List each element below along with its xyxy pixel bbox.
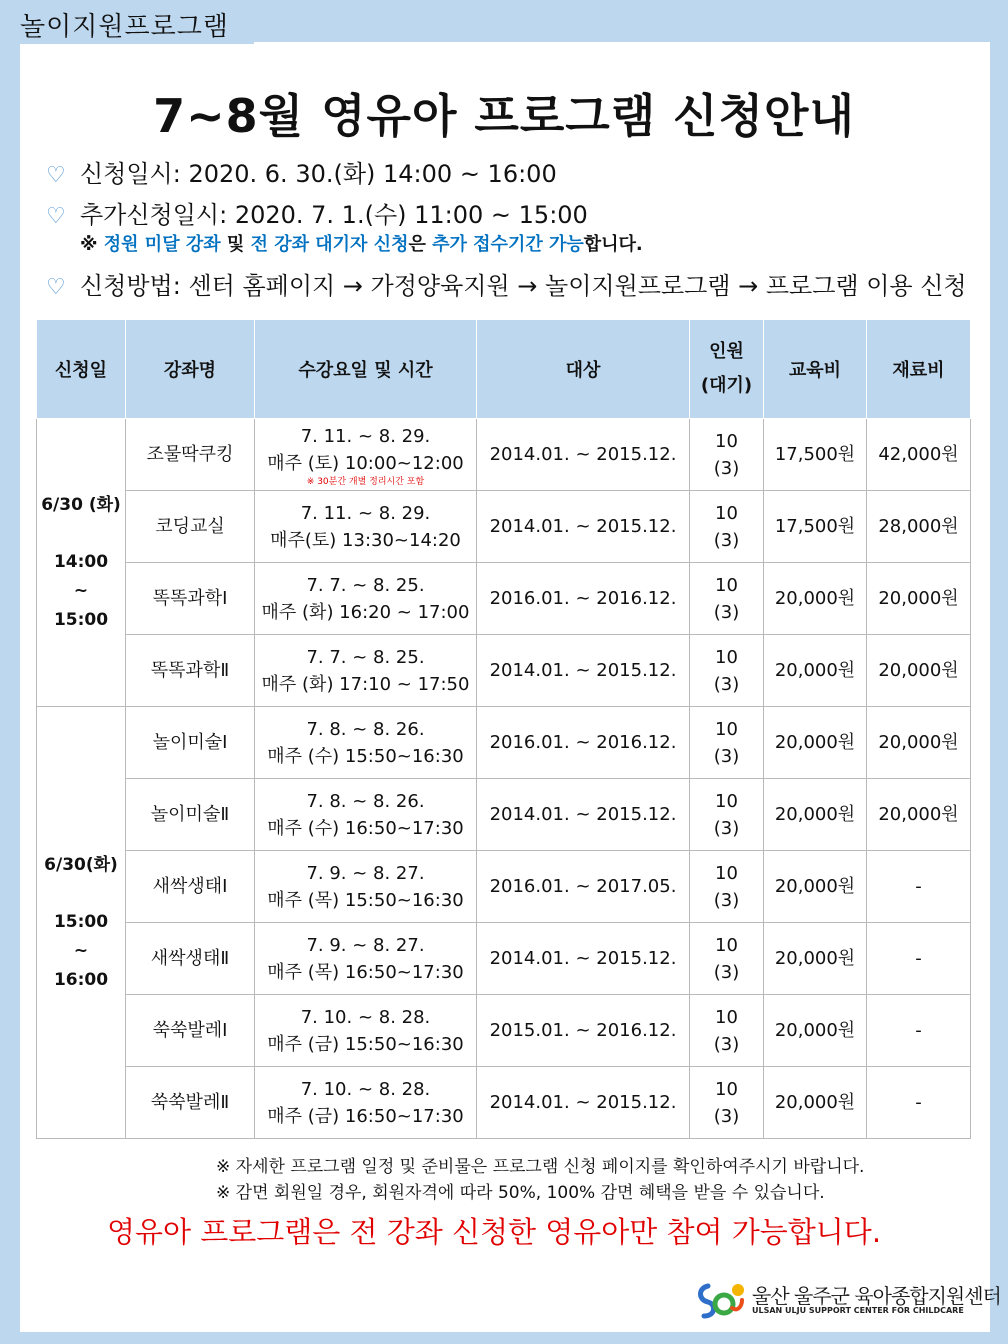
capacity-value: 10: [715, 646, 738, 668]
waitlist-value: (3): [713, 889, 740, 911]
apply-method-text: 신청방법: 센터 홈페이지 → 가정양육지원 → 놀이지원프로그램 → 프로그램 이용 신청: [80, 272, 967, 300]
note-and: 및: [220, 234, 251, 255]
capacity-value: 10: [715, 574, 738, 596]
capacity-value: 10: [715, 718, 738, 740]
apply-time-text: 신청일시: 2020. 6. 30.(화) 14:00 ~ 16:00: [80, 160, 557, 188]
material-fee-cell: 28,000원: [867, 491, 971, 563]
capacity-cell: [690, 779, 764, 851]
center-logo: [694, 1276, 1001, 1326]
schedule-period: 7. 8. ~ 8. 26.: [306, 718, 425, 740]
header-date: 신청일: [37, 320, 126, 419]
material-fee-cell: 20,000원: [867, 635, 971, 707]
note-part2: 전 강좌 대기자 신청: [250, 234, 409, 255]
material-fee-cell: -: [867, 923, 971, 995]
course-name-cell: 똑똑과학Ⅰ: [126, 563, 255, 635]
capacity-value: 10: [715, 1078, 738, 1100]
note-part3: 추가 접수기간 가능: [432, 234, 584, 255]
signup-date-line3: ~: [73, 940, 89, 961]
signup-date-line4: 15:00: [53, 609, 109, 630]
waitlist-value: (3): [713, 529, 740, 551]
fee-cell: 20,000원: [764, 851, 867, 923]
extra-time-line: [46, 195, 588, 230]
schedule-period: 7. 9. ~ 8. 27.: [306, 862, 425, 884]
schedule-cell: [255, 635, 477, 707]
schedule-period: 7. 7. ~ 8. 25.: [306, 574, 425, 596]
target-cell: 2014.01. ~ 2015.12.: [477, 779, 690, 851]
capacity-cell: [690, 995, 764, 1067]
waitlist-value: (3): [713, 817, 740, 839]
table-row: [37, 563, 971, 635]
capacity-value: 10: [715, 862, 738, 884]
footnote-2: ※ 감면 회원일 경우, 회원자격에 따라 50%, 100% 감면 혜택을 받을 수 있습니다.: [216, 1183, 825, 1203]
course-name-cell: 조물딱쿠킹: [126, 419, 255, 491]
fee-cell: 20,000원: [764, 779, 867, 851]
capacity-cell: [690, 491, 764, 563]
capacity-value: 10: [715, 502, 738, 524]
schedule-sub-note: ※ 30분간 개별 정리시간 포함: [306, 476, 425, 487]
schedule-time: 매주 (토) 10:00~12:00: [267, 452, 464, 474]
table-row: [37, 995, 971, 1067]
capacity-value: 10: [715, 934, 738, 956]
waitlist-value: (3): [713, 457, 740, 479]
schedule-cell: [255, 995, 477, 1067]
heart-icon: ♡: [46, 203, 66, 229]
fee-cell: 20,000원: [764, 923, 867, 995]
schedule-time: 매주 (수) 16:50~17:30: [267, 817, 464, 839]
fee-cell: 17,500원: [764, 491, 867, 563]
table-body: [37, 419, 971, 1139]
course-name-cell: 새싹생태Ⅱ: [126, 923, 255, 995]
schedule-time: 매주 (화) 16:20 ~ 17:00: [261, 601, 470, 623]
waitlist-value: (3): [713, 961, 740, 983]
material-fee-cell: 20,000원: [867, 779, 971, 851]
waitlist-value: (3): [713, 1033, 740, 1055]
schedule-cell: [255, 707, 477, 779]
fee-cell: 20,000원: [764, 1067, 867, 1139]
signup-date-cell: [37, 419, 126, 707]
signup-date-line4: 16:00: [53, 969, 109, 990]
fee-cell: 20,000원: [764, 563, 867, 635]
header-capacity: [690, 320, 764, 419]
fee-cell: 20,000원: [764, 995, 867, 1067]
waitlist-value: (3): [713, 745, 740, 767]
schedule-period: 7. 8. ~ 8. 26.: [306, 790, 425, 812]
material-fee-cell: -: [867, 851, 971, 923]
header-capacity-line2: (대기): [700, 375, 753, 396]
schedule-time: 매주 (금) 16:50~17:30: [267, 1105, 464, 1127]
header-fee: 교육비: [764, 320, 867, 419]
capacity-cell: [690, 563, 764, 635]
table-header-row: [37, 320, 971, 419]
target-cell: 2016.01. ~ 2016.12.: [477, 707, 690, 779]
waitlist-value: (3): [713, 673, 740, 695]
header-course: 강좌명: [126, 320, 255, 419]
capacity-cell: [690, 851, 764, 923]
schedule-cell: [255, 491, 477, 563]
target-cell: 2014.01. ~ 2015.12.: [477, 491, 690, 563]
heart-icon: ♡: [46, 162, 66, 188]
schedule-cell: [255, 419, 477, 491]
schedule-time: 매주 (목) 15:50~16:30: [267, 889, 464, 911]
extra-time-text: 추가신청일시: 2020. 7. 1.(수) 11:00 ~ 15:00: [80, 201, 588, 229]
schedule-cell: [255, 563, 477, 635]
course-name-cell: 똑똑과학Ⅱ: [126, 635, 255, 707]
note-end: 합니다.: [583, 234, 643, 255]
apply-method-line: [46, 266, 967, 301]
schedule-period: 7. 7. ~ 8. 25.: [306, 646, 425, 668]
schedule-cell: [255, 851, 477, 923]
extra-apply-note: [80, 230, 643, 256]
heart-icon: ♡: [46, 274, 66, 300]
note-part1: 정원 미달 강좌: [103, 234, 221, 255]
fee-cell: 20,000원: [764, 635, 867, 707]
category-tag: [0, 0, 254, 44]
table-row: [37, 635, 971, 707]
capacity-cell: [690, 923, 764, 995]
header-capacity-line1: 인원: [709, 341, 744, 362]
signup-date-line2: 14:00: [53, 551, 109, 572]
header-target: 대상: [477, 320, 690, 419]
schedule-period: 7. 11. ~ 8. 29.: [300, 425, 431, 447]
capacity-value: 10: [715, 430, 738, 452]
table-row: [37, 923, 971, 995]
schedule-cell: [255, 1067, 477, 1139]
schedule-cell: [255, 779, 477, 851]
capacity-cell: [690, 419, 764, 491]
table-row: [37, 491, 971, 563]
apply-time-line: [46, 154, 557, 189]
course-name-cell: 코딩교실: [126, 491, 255, 563]
category-tag-label: 놀이지원프로그램: [20, 12, 229, 42]
schedule-time: 매주 (수) 15:50~16:30: [267, 745, 464, 767]
schedule-time: 매주 (목) 16:50~17:30: [267, 961, 464, 983]
course-name-cell: 놀이미술Ⅱ: [126, 779, 255, 851]
schedule-cell: [255, 923, 477, 995]
center-logo-english: ULSAN ULJU SUPPORT CENTER FOR CHILDCARE: [752, 1306, 964, 1315]
signup-date-line1: 6/30 (화): [41, 494, 121, 515]
fee-cell: 20,000원: [764, 707, 867, 779]
center-logo-korean: 울산 울주군 육아종합지원센터: [752, 1284, 1001, 1308]
table-row: [37, 1067, 971, 1139]
schedule-period: 7. 10. ~ 8. 28.: [300, 1078, 431, 1100]
schedule-period: 7. 11. ~ 8. 29.: [300, 502, 431, 524]
schedule-time: 매주(토) 13:30~14:20: [270, 529, 461, 551]
material-fee-cell: 42,000원: [867, 419, 971, 491]
note-eun: 은: [408, 234, 433, 255]
fee-cell: 17,500원: [764, 419, 867, 491]
target-cell: 2014.01. ~ 2015.12.: [477, 923, 690, 995]
schedule-time: 매주 (금) 15:50~16:30: [267, 1033, 464, 1055]
target-cell: 2014.01. ~ 2015.12.: [477, 419, 690, 491]
table-row: [37, 851, 971, 923]
material-fee-cell: -: [867, 1067, 971, 1139]
signup-date-line1: 6/30(화): [44, 854, 118, 875]
participation-warning: 영유아 프로그램은 전 강좌 신청한 영유아만 참여 가능합니다.: [106, 1215, 882, 1249]
waitlist-value: (3): [713, 1105, 740, 1127]
table-row: [37, 419, 971, 491]
schedule-period: 7. 10. ~ 8. 28.: [300, 1006, 431, 1028]
footnote-1: ※ 자세한 프로그램 일정 및 준비물은 프로그램 신청 페이지를 확인하여주시기 바랍니다.: [216, 1157, 865, 1177]
signup-date-line2: 15:00: [53, 911, 109, 932]
page-title: 7~8월 영유아 프로그램 신청안내: [153, 89, 855, 143]
course-name-cell: 놀이미술Ⅰ: [126, 707, 255, 779]
target-cell: 2015.01. ~ 2016.12.: [477, 995, 690, 1067]
signup-date-line3: ~: [73, 580, 89, 601]
course-name-cell: 쑥쑥발레Ⅱ: [126, 1067, 255, 1139]
capacity-value: 10: [715, 790, 738, 812]
material-fee-cell: 20,000원: [867, 707, 971, 779]
table-row: [37, 779, 971, 851]
table-row: [37, 707, 971, 779]
course-name-cell: 쑥쑥발레Ⅰ: [126, 995, 255, 1067]
capacity-cell: [690, 635, 764, 707]
program-table: [36, 319, 971, 1139]
schedule-time: 매주 (화) 17:10 ~ 17:50: [261, 673, 470, 695]
waitlist-value: (3): [713, 601, 740, 623]
material-fee-cell: -: [867, 995, 971, 1067]
capacity-cell: [690, 1067, 764, 1139]
capacity-cell: [690, 707, 764, 779]
header-schedule: 수강요일 및 시간: [255, 320, 477, 419]
target-cell: 2014.01. ~ 2015.12.: [477, 1067, 690, 1139]
target-cell: 2016.01. ~ 2017.05.: [477, 851, 690, 923]
capacity-value: 10: [715, 1006, 738, 1028]
note-mark: ※: [80, 234, 104, 255]
target-cell: 2014.01. ~ 2015.12.: [477, 635, 690, 707]
center-logo-icon: [694, 1278, 746, 1322]
schedule-period: 7. 9. ~ 8. 27.: [306, 934, 425, 956]
material-fee-cell: 20,000원: [867, 563, 971, 635]
header-material: 재료비: [867, 320, 971, 419]
course-name-cell: 새싹생태Ⅰ: [126, 851, 255, 923]
target-cell: 2016.01. ~ 2016.12.: [477, 563, 690, 635]
signup-date-cell: [37, 707, 126, 1139]
